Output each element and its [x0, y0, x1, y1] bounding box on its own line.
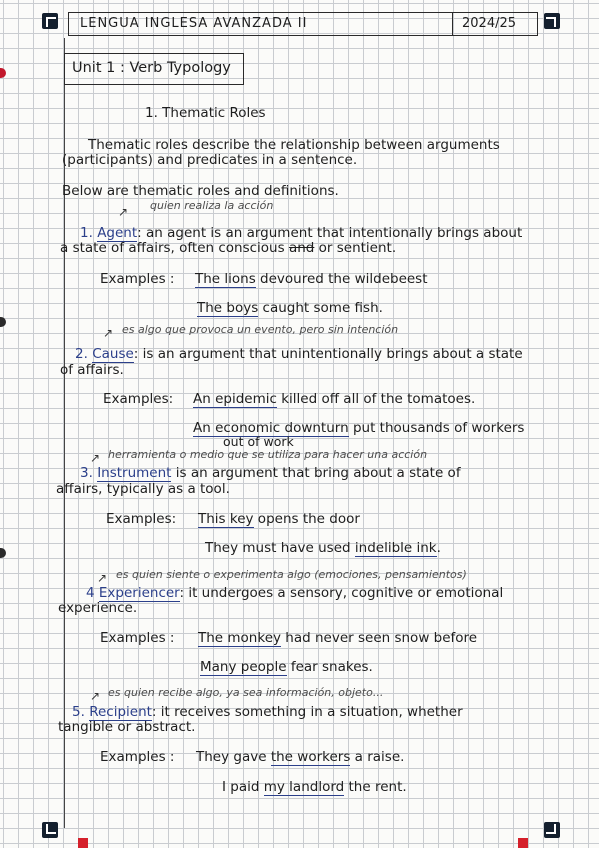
- experiencer-example-2-subject: Many people: [200, 659, 287, 675]
- intro-line-3: Below are thematic roles and definitions.: [62, 183, 339, 199]
- recipient-examples-label: Examples :: [100, 749, 175, 765]
- instrument-example-1-rest: opens the door: [253, 511, 360, 527]
- experiencer-definition-line-1: [86, 585, 503, 601]
- recipient-example-1-pre: They gave: [196, 749, 271, 765]
- experiencer-example-1-subject: The monkey: [198, 630, 281, 646]
- recipient-number: 5.: [72, 704, 85, 720]
- agent-term: Agent: [97, 225, 138, 241]
- cause-def-2: of affairs.: [60, 362, 124, 378]
- corner-mark-top-right: [544, 13, 560, 29]
- cause-example-2-rest: put thousands of workers: [348, 420, 525, 436]
- agent-example-2: [197, 300, 383, 316]
- recipient-definition-line-1: [72, 704, 463, 720]
- instrument-number: 3.: [80, 465, 93, 481]
- arrow-icon: ↗: [97, 571, 108, 585]
- cause-definition-line-1: [75, 346, 523, 362]
- recipient-example-1-object: the workers: [270, 749, 351, 765]
- corner-mark-top-left: [42, 13, 58, 29]
- recipient-note: es quien recibe algo, ya sea información, objeto...: [108, 686, 384, 699]
- section-title: 1. Thematic Roles: [145, 105, 266, 121]
- agent-examples-label: Examples :: [100, 271, 175, 287]
- cause-example-2-cont: out of work: [223, 434, 294, 449]
- arrow-icon: ↗: [90, 689, 101, 703]
- recipient-example-2-post: the rent.: [344, 779, 407, 795]
- instrument-definition-line-1: [80, 465, 461, 481]
- experiencer-example-2-rest: fear snakes.: [286, 659, 373, 675]
- recipient-example-2-pre: I paid: [222, 779, 264, 795]
- red-marker: [518, 838, 528, 848]
- course-title: LENGUA INGLESA AVANZADA II: [80, 16, 308, 31]
- arrow-icon: ↗: [118, 205, 129, 219]
- experiencer-number: 4: [86, 585, 95, 601]
- cause-def-1: : is an argument that unintentionally brings about a state: [133, 346, 523, 362]
- intro-line-2: (participants) and predicates in a sentence.: [62, 152, 358, 168]
- instrument-term: Instrument: [97, 465, 172, 481]
- cause-example-1-rest: killed off all of the tomatoes.: [276, 391, 476, 407]
- recipient-term: Recipient: [89, 704, 152, 720]
- experiencer-example-2: [200, 659, 373, 675]
- recipient-def-2: tangible or abstract.: [58, 719, 196, 735]
- experiencer-def-2: experience.: [58, 600, 138, 616]
- arrow-icon: ↗: [90, 451, 101, 465]
- agent-def-struck: and: [288, 240, 315, 256]
- instrument-example-2-pre: They must have used: [205, 540, 355, 556]
- cause-example-1: [193, 391, 475, 407]
- red-marker: [78, 838, 88, 848]
- agent-def-2b: or sentient.: [314, 240, 397, 256]
- cause-example-2-subject: An economic downturn: [193, 420, 349, 436]
- binder-hole: [0, 548, 6, 558]
- experiencer-example-1: [198, 630, 477, 646]
- cause-note: es algo que provoca un evento, pero sin intención: [122, 323, 399, 336]
- intro-line-1: Thematic roles describe the relationship between arguments: [88, 137, 500, 153]
- binder-hole: [0, 317, 6, 327]
- recipient-example-1: [196, 749, 404, 765]
- instrument-examples-label: Examples:: [106, 511, 177, 527]
- experiencer-examples-label: Examples :: [100, 630, 175, 646]
- cause-examples-label: Examples:: [103, 391, 174, 407]
- binder-hole: [0, 68, 6, 78]
- instrument-example-2-post: .: [436, 540, 441, 556]
- agent-definition-line-1: [80, 225, 522, 241]
- recipient-example-2: [222, 779, 407, 795]
- header-divider: [452, 12, 453, 36]
- instrument-example-1: [198, 511, 360, 527]
- instrument-example-2: [205, 540, 441, 556]
- experiencer-example-1-rest: had never seen snow before: [281, 630, 478, 646]
- instrument-def-2: affairs, typically as a tool.: [56, 481, 230, 497]
- course-year: 2024/25: [462, 16, 517, 31]
- agent-example-2-rest: caught some fish.: [258, 300, 383, 316]
- corner-mark-bottom-left: [42, 822, 58, 838]
- experiencer-note: es quien siente o experimenta algo (emociones, pensamientos): [116, 568, 467, 581]
- experiencer-def-1: : it undergoes a sensory, cognitive or emotional: [179, 585, 504, 601]
- cause-term: Cause: [92, 346, 134, 362]
- agent-number: 1.: [80, 225, 93, 241]
- agent-def-2a: a state of affairs, often conscious: [60, 240, 289, 256]
- agent-example-1: [195, 271, 428, 287]
- agent-example-1-rest: devoured the wildebeest: [255, 271, 428, 287]
- cause-example-1-subject: An epidemic: [193, 391, 277, 407]
- agent-example-2-subject: The boys: [197, 300, 259, 316]
- instrument-def-1: is an argument that bring about a state of: [171, 465, 461, 481]
- instrument-example-1-subject: This key: [198, 511, 254, 527]
- agent-def-1: : an agent is an argument that intentionally brings about: [137, 225, 523, 241]
- corner-mark-bottom-right: [544, 822, 560, 838]
- recipient-example-1-post: a raise.: [350, 749, 405, 765]
- unit-title: Unit 1 : Verb Typology: [72, 60, 231, 76]
- recipient-def-1: : it receives something in a situation, whether: [151, 704, 463, 720]
- instrument-example-2-object: indelible ink: [354, 540, 437, 556]
- cause-number: 2.: [75, 346, 88, 362]
- arrow-icon: ↗: [103, 326, 114, 340]
- agent-definition-line-2: [60, 240, 396, 256]
- agent-example-1-subject: The lions: [195, 271, 256, 287]
- recipient-example-2-object: my landlord: [263, 779, 345, 795]
- agent-note: quien realiza la acción: [150, 199, 274, 212]
- instrument-note: herramienta o medio que se utiliza para hacer una acción: [108, 448, 428, 461]
- experiencer-term: Experiencer: [98, 585, 180, 601]
